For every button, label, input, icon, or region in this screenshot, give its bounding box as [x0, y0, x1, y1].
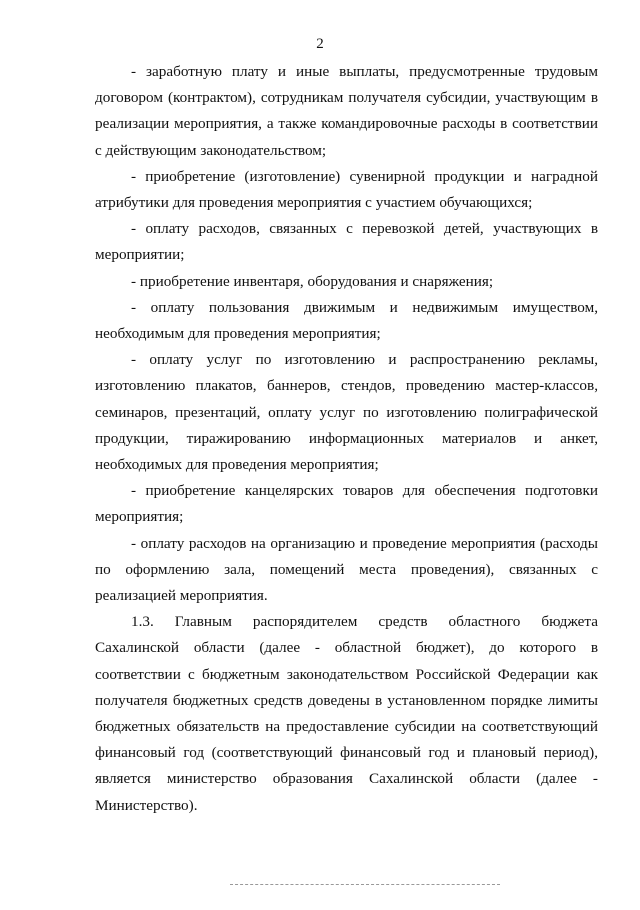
- paragraph-advertising: - оплату услуг по изготовлению и распространению рекламы, изготовлению плакатов, баннеров, стендов, проведению мастер-классов, семинаров, презентаций, оплату услуг по изготовлению полиграфической продукции, тиражированию информационных материалов и анкет, необходимых для проведения мероприятия;: [95, 351, 598, 474]
- paragraph-souvenirs: - приобретение (изготовление) сувенирной продукции и наградной атрибутики для проведения мероприятия с участием обучающихся;: [95, 167, 598, 212]
- paragraph-equipment: - приобретение инвентаря, оборудования и снаряжения;: [131, 272, 494, 290]
- paragraph-stationery: - приобретение канцелярских товаров для обеспечения подготовки мероприятия;: [95, 482, 598, 526]
- paragraph-organization: - оплату расходов на организацию и проведение мероприятия (расходы по оформлению зала, помещений места проведения), связанных с реализацией мероприятия.: [95, 534, 598, 605]
- paragraph-property: - оплату пользования движимым и недвижимым имуществом, необходимым для проведения мероприятия;: [95, 298, 598, 343]
- scan-footer-line: [230, 884, 500, 885]
- document-body: [95, 59, 598, 819]
- paragraph-transport: - оплату расходов, связанных с перевозкой детей, участвующих в мероприятии;: [95, 220, 598, 264]
- page-number: 2: [316, 36, 324, 52]
- paragraph-section-1-3: 1.3. Главным распорядителем средств областного бюджета Сахалинской области (далее - областной бюджет), до которого в соответствии с бюджетным законодательством Российской Федерации как получателя бюджетных средств доведены в установленном порядке лимиты бюджетных обязательств на предоставление субсидии на соответствующий финансовый год (соответствующий финансовый год и плановый период), является министерство образования Сахалинской области (далее - Министерство).: [95, 613, 598, 814]
- paragraph-salary: - заработную плату и иные выплаты, предусмотренные трудовым договором (контрактом), сотрудникам получателя субсидии, участвующим в реализации мероприятия, а также командировочные расходы в соответствии с действующим законодательством;: [95, 63, 598, 159]
